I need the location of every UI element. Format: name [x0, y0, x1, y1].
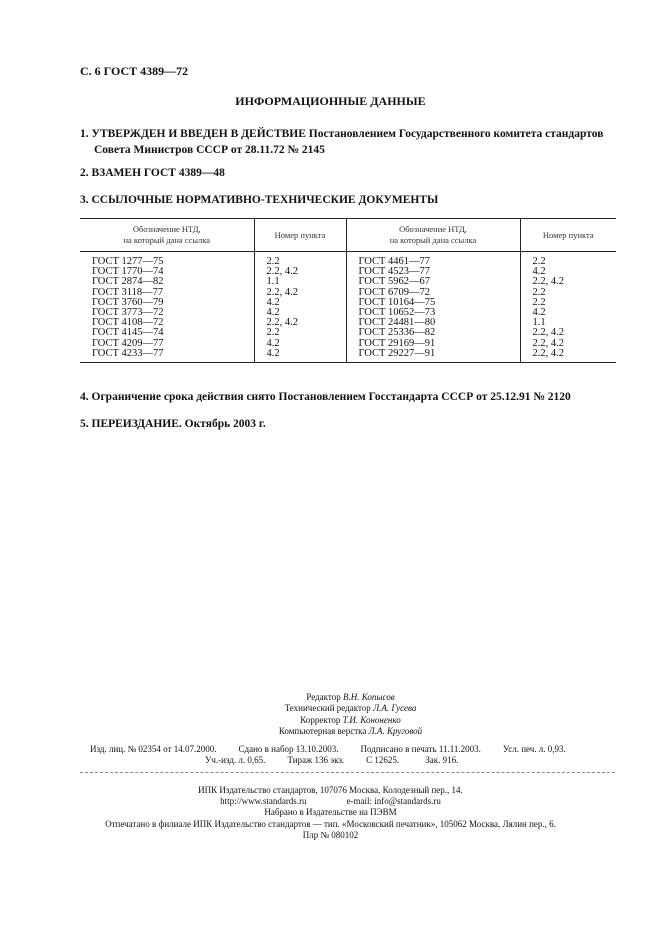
- reference-table: [80, 218, 616, 363]
- item-left-cell: 4.2: [254, 298, 346, 308]
- item-left-cell: 2.2: [254, 328, 346, 338]
- item-left-cell: 2.2, 4.2: [254, 288, 346, 298]
- section-3: 3. ССЫЛОЧНЫЕ НОРМАТИВНО-ТЕХНИЧЕСКИЕ ДОКУМЕНТЫ: [80, 194, 439, 206]
- doc-right-cell: ГОСТ 4461—77: [346, 252, 520, 268]
- table-body: [80, 252, 616, 363]
- imprint-line-1: ИПК Издательство стандартов, 107076 Москва, Колодезный пер., 14.: [198, 785, 463, 795]
- table-header-row: [80, 219, 616, 252]
- doc-right-cell: ГОСТ 10164—75: [346, 298, 520, 308]
- item-right-cell: 2.2: [532, 286, 546, 298]
- header-item-right: Номер пункта: [520, 219, 616, 252]
- item-right-cell: 4.2: [532, 266, 546, 278]
- doc-left-cell: ГОСТ 4209—77: [80, 339, 254, 349]
- credit-tech-editor: Технический редактор Л.А. Гусева: [284, 703, 417, 714]
- header-doc-left: Обозначение НТД, на который дана ссылка: [80, 219, 254, 252]
- table-row: [80, 349, 616, 363]
- credit-layout: Компьютерная верстка Л.А. Круговой: [278, 725, 423, 736]
- item-left-cell: 1.1: [254, 277, 346, 287]
- header-item-left: Номер пункта: [254, 219, 346, 252]
- publication-line-2: [205, 755, 458, 765]
- doc-left-cell: ГОСТ 3773—72: [80, 308, 254, 318]
- item-left-cell: 2.2, 4.2: [254, 318, 346, 328]
- item-right-cell: 2.2, 4.2: [532, 327, 564, 339]
- item-right-cell: 4.2: [532, 307, 546, 319]
- doc-right-cell: ГОСТ 5962—67: [346, 277, 520, 287]
- imprint-line-5: Плр № 080102: [302, 829, 359, 840]
- doc-left-cell: ГОСТ 1770—74: [80, 267, 254, 277]
- pub-sheets: Уч.-изд. л. 0,65.: [205, 755, 266, 765]
- doc-right-cell: ГОСТ 10652—73: [346, 308, 520, 318]
- item-right-cell: 2.2, 4.2: [532, 337, 564, 349]
- imprint-email[interactable]: e-mail: info@standards.ru: [346, 796, 441, 807]
- item-right-cell: 2.2: [532, 296, 546, 308]
- doc-left-cell: ГОСТ 4108—72: [80, 318, 254, 328]
- imprint-line-4: Отпечатано в филиале ИПК Издательство стандартов — тип. «Московский печатник», 105062 Москва, Лялин пер., 6.: [105, 818, 556, 829]
- doc-right-cell: ГОСТ 25336—82: [346, 328, 520, 338]
- license: Изд. лиц. № 02354 от 14.07.2000.: [90, 744, 217, 754]
- item-left-cell: 4.2: [254, 349, 346, 363]
- doc-left-cell: ГОСТ 1277—75: [80, 252, 254, 268]
- section-4: 4. Ограничение срока действия снято Постановлением Госстандарта СССР от 25.12.91 № 2120: [80, 391, 571, 403]
- doc-right-cell: ГОСТ 4523—77: [346, 267, 520, 277]
- c-number: С 12625.: [366, 755, 400, 765]
- page-title: ИНФОРМАЦИОННЫЕ ДАННЫЕ: [235, 94, 426, 108]
- print-run: Тираж 136 экз.: [287, 755, 345, 765]
- print-sheets: Усл. печ. л. 0,93.: [502, 744, 566, 754]
- item-right-cell: 2.2, 4.2: [520, 349, 616, 363]
- item-right-cell: 1.1: [532, 317, 546, 329]
- imprint-line-2: [0, 796, 661, 807]
- item-left-cell: 4.2: [254, 308, 346, 318]
- doc-right-cell: ГОСТ 24481—80: [346, 318, 520, 328]
- header-doc-right: Обозначение НТД, на который дана ссылка: [346, 219, 520, 252]
- doc-right-cell: ГОСТ 6709—72: [346, 288, 520, 298]
- divider: [80, 772, 615, 773]
- imprint-line-3: Набрано в Издательстве на ПЭВМ: [264, 807, 397, 818]
- doc-left-cell: ГОСТ 3118—77: [80, 288, 254, 298]
- doc-left-cell: ГОСТ 3760—79: [80, 298, 254, 308]
- signed-date: Подписано в печать 11.11.2003.: [360, 744, 481, 754]
- doc-left-cell: ГОСТ 4233—77: [80, 349, 254, 363]
- item-right-cell: 2.2, 4.2: [532, 276, 564, 288]
- item-left-cell: 2.2, 4.2: [254, 267, 346, 277]
- section-1-line-2: Совета Министров СССР от 28.11.72 № 2145: [94, 144, 325, 156]
- doc-right-cell: ГОСТ 29227—91: [346, 349, 520, 363]
- imprint-url[interactable]: http://www.standards.ru: [220, 796, 307, 807]
- credits-block: [0, 692, 661, 737]
- item-right-cell: 2.2: [532, 256, 546, 267]
- section-2: 2. ВЗАМЕН ГОСТ 4389—48: [80, 167, 225, 179]
- credit-editor: Редактор В.Н. Копысов: [306, 692, 395, 702]
- item-left-cell: 2.2: [254, 252, 346, 268]
- publication-line-1: [90, 744, 566, 754]
- section-1-line-1: 1. УТВЕРЖДЕН И ВВЕДЕН В ДЕЙСТВИЕ Постановлением Государственного комитета стандартов: [80, 128, 604, 140]
- imprint-block: [0, 785, 661, 841]
- doc-right-cell: ГОСТ 29169—91: [346, 339, 520, 349]
- credit-corrector: Корректор Т.И. Кононенко: [300, 714, 401, 725]
- item-left-cell: 4.2: [254, 339, 346, 349]
- page-header: С. 6 ГОСТ 4389—72: [80, 64, 189, 78]
- sent-date: Сдано в набор 13.10.2003.: [238, 744, 339, 754]
- doc-left-cell: ГОСТ 4145—74: [80, 328, 254, 338]
- section-1: [80, 126, 603, 158]
- table-row: [80, 252, 616, 268]
- section-5: 5. ПЕРЕИЗДАНИЕ. Октябрь 2003 г.: [80, 418, 266, 430]
- order-number: Зак. 916.: [425, 755, 459, 765]
- doc-left-cell: ГОСТ 2874—82: [80, 277, 254, 287]
